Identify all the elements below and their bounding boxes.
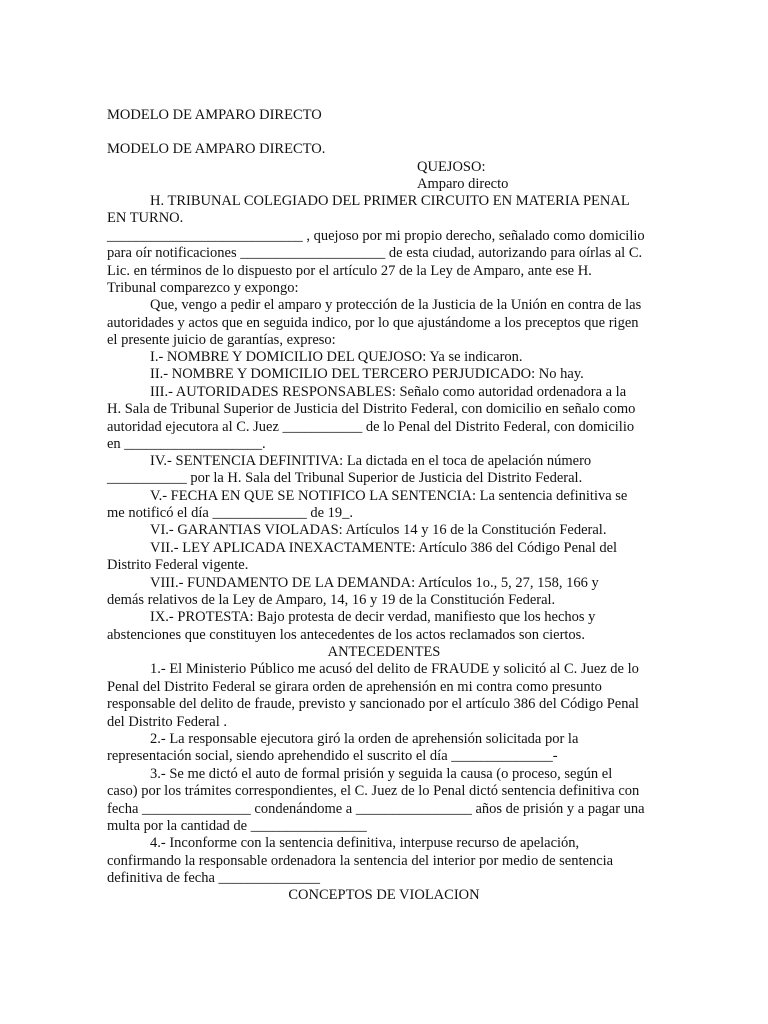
text-line: fecha _______________ condenándome a ________________ años de prisión y a pagar una <box>107 801 645 817</box>
amparo-label: Amparo directo <box>417 176 509 192</box>
section-heading-antecedentes: ANTECEDENTES <box>327 644 441 660</box>
text-line: V.- FECHA EN QUE SE NOTIFICO LA SENTENCIA: La sentencia definitiva se <box>150 488 628 504</box>
text-line: IX.- PROTESTA: Bajo protesta de decir verdad, manifiesto que los hechos y <box>150 609 596 625</box>
text-line: 2.- La responsable ejecutora giró la orden de aprehensión solicitada por la <box>150 731 579 747</box>
text-line: 1.- El Ministerio Público me acusó del delito de FRAUDE y solicitó al C. Juez de lo <box>150 661 639 677</box>
text-line: VII.- LEY APLICADA INEXACTAMENTE: Artículo 386 del Código Penal del <box>150 540 618 556</box>
text-line: abstenciones que constituyen los antecedentes de los actos reclamados son ciertos. <box>107 627 585 643</box>
text-line: representación social, siendo aprehendido el suscrito el día ______________- <box>107 748 558 764</box>
text-line: Tribunal comparezco y expongo: <box>107 280 299 296</box>
text-line: confirmando la responsable ordenadora la sentencia del interior por medio de sentencia <box>107 853 614 869</box>
text-line: 4.- Inconforme con la sentencia definitiva, interpuse recurso de apelación, <box>150 835 580 851</box>
text-line: ___________ por la H. Sala del Tribunal Superior de Justicia del Distrito Federal. <box>107 470 583 486</box>
text-line: me notificó el día _____________ de 19_. <box>107 505 354 521</box>
text-line: 3.- Se me dictó el auto de formal prisión y seguida la causa (o proceso, según el <box>150 766 613 782</box>
text-line: Lic. en términos de lo dispuesto por el artículo 27 de la Ley de Amparo, ante ese H. <box>107 263 592 279</box>
text-line: Distrito Federal vigente. <box>107 557 249 573</box>
text-line: VIII.- FUNDAMENTO DE LA DEMANDA: Artículos 1o., 5, 27, 158, 166 y <box>150 575 599 591</box>
text-line: caso) por los trámites correspondientes, el C. Juez de lo Penal dictó sentencia definitiva con <box>107 783 640 799</box>
text-line: H. TRIBUNAL COLEGIADO DEL PRIMER CIRCUITO EN MATERIA PENAL <box>150 193 630 209</box>
text-line: Que, vengo a pedir el amparo y protección de la Justicia de la Unión en contra de las <box>150 297 642 313</box>
text-line: I.- NOMBRE Y DOMICILIO DEL QUEJOSO: Ya se indicaron. <box>150 349 523 365</box>
quejoso-label: QUEJOSO: <box>417 159 486 175</box>
text-line: III.- AUTORIDADES RESPONSABLES: Señalo como autoridad ordenadora a la <box>150 384 627 400</box>
text-line: en ___________________. <box>107 436 266 452</box>
document-heading: MODELO DE AMPARO DIRECTO <box>107 107 322 123</box>
document-title: MODELO DE AMPARO DIRECTO. <box>107 141 326 157</box>
text-line: IV.- SENTENCIA DEFINITIVA: La dictada en el toca de apelación número <box>150 453 592 469</box>
text-line: demás relativos de la Ley de Amparo, 14, 16 y 19 de la Constitución Federal. <box>107 592 556 608</box>
text-line: multa por la cantidad de ________________ <box>107 818 367 834</box>
text-line: definitiva de fecha ______________ <box>107 870 321 886</box>
text-line: VI.- GARANTIAS VIOLADAS: Artículos 14 y 16 de la Constitución Federal. <box>150 522 607 538</box>
text-line: para oír notificaciones ____________________ de esta ciudad, autorizando para oírlas al C. <box>107 245 643 261</box>
text-line: autoridades y actos que en seguida indico, por lo que ajustándome a los preceptos que rigen <box>107 315 639 331</box>
text-line: Penal del Distrito Federal se girara orden de aprehensión en mi contra como presunto <box>107 679 602 695</box>
text-line: H. Sala de Tribunal Superior de Justicia del Distrito Federal, con domicilio en señalo como <box>107 401 636 417</box>
section-heading-conceptos: CONCEPTOS DE VIOLACION <box>288 887 480 903</box>
text-line: autoridad ejecutora al C. Juez ___________ de lo Penal del Distrito Federal, con domicilio <box>107 419 635 435</box>
text-line: EN TURNO. <box>107 210 184 226</box>
text-line: el presente juicio de garantías, expreso: <box>107 332 336 348</box>
text-line: II.- NOMBRE Y DOMICILIO DEL TERCERO PERJUDICADO: No hay. <box>150 366 584 382</box>
text-line: ___________________________ , quejoso por mi propio derecho, señalado como domicilio <box>107 228 645 244</box>
text-line: del Distrito Federal . <box>107 714 228 730</box>
text-line: responsable del delito de fraude, previsto y sancionado por el artículo 386 del Código Penal <box>107 696 639 712</box>
